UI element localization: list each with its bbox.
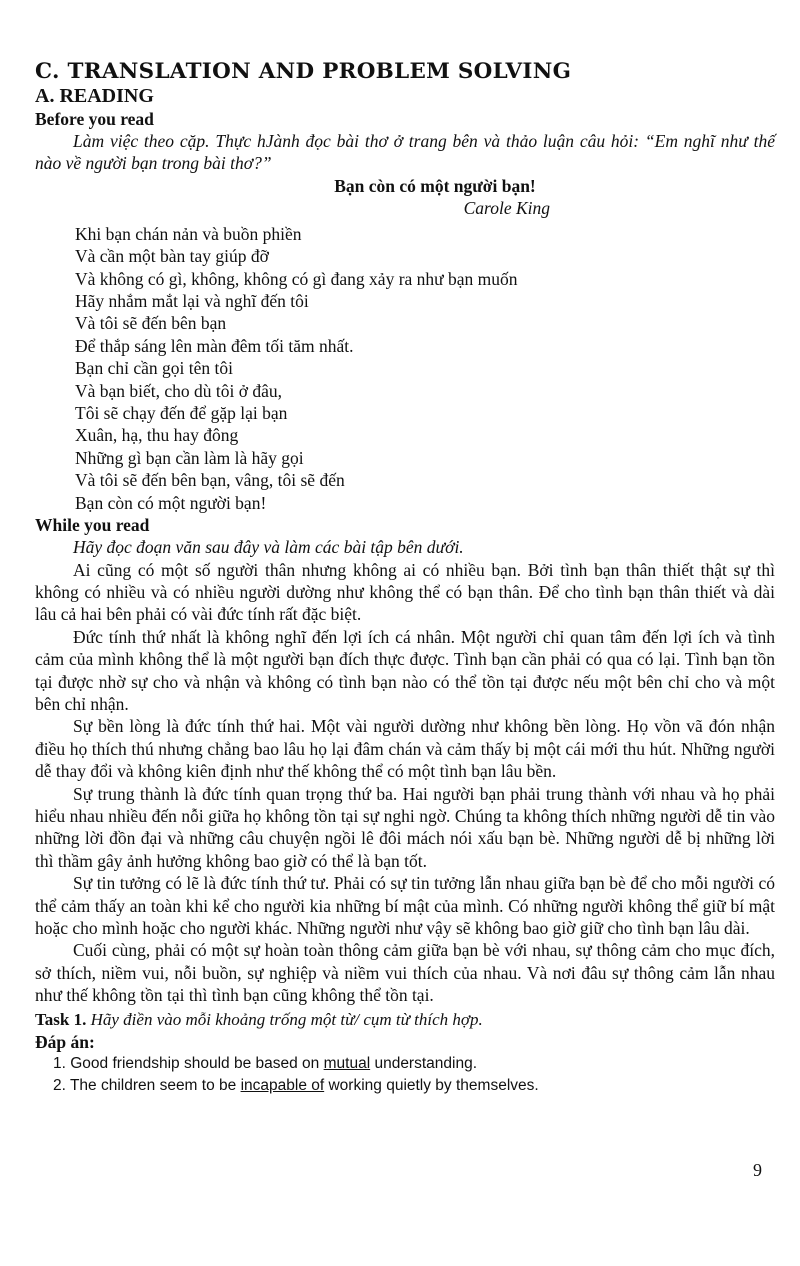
task-instruction: Hãy điền vào mỗi khoảng trống một từ/ cụm từ thích hợp. (90, 1009, 483, 1029)
poem-line: Tôi sẽ chạy đến để gặp lại bạn (75, 403, 288, 424)
poem-line: Và tôi sẽ đến bên bạn (75, 313, 227, 334)
answer-item (35, 1053, 775, 1075)
paragraph: Ai cũng có một số người thân nhưng không ai có nhiều bạn. Bởi tình bạn thân thiết thật sự thì không có nhiều và có nhiều người dường như không thể có bạn thân. Để cho tình bạn thân thiết và dài lâu cả hai bên phải có vài đức tính rất đặc biệt. (35, 559, 775, 625)
paragraph: Sự bền lòng là đức tính thứ hai. Một vài người dường như không bền lòng. Họ vồn vã đón nhận điều họ thích thú nhưng chẳng bao lâu họ lại đâm chán và cảm thấy bị một cái mới thu hút. Những người dễ thay đổi và không kiên định như thế không thể có một tình bạn lâu bền. (35, 716, 775, 782)
poem-line: Những gì bạn cần làm là hãy gọi (75, 447, 304, 468)
poem-line: Hãy nhắm mắt lại và nghĩ đến tôi (75, 291, 309, 312)
task-1 (35, 1009, 775, 1031)
before-instruction: Làm việc theo cặp. Thực hJành đọc bài thơ ở trang bên và thảo luận câu hỏi: “Em nghĩ như thế nào về người bạn trong bài thơ?” (35, 131, 775, 174)
poem (35, 223, 775, 514)
before-you-read-heading: Before you read (35, 109, 154, 129)
page-number: 9 (753, 1160, 762, 1180)
answer-item (35, 1075, 775, 1097)
while-instruction: Hãy đọc đoạn văn sau đây và làm các bài tập bên dưới. (73, 537, 464, 558)
answer-text: working quietly by themselves. (328, 1076, 539, 1094)
answer-text: Good friendship should be based on (70, 1054, 320, 1072)
poem-line: Xuân, hạ, thu hay đông (75, 425, 239, 446)
poem-line: Khi bạn chán nản và buồn phiền (75, 223, 302, 244)
paragraph: Đức tính thứ nhất là không nghĩ đến lợi ích cá nhân. Một người chỉ quan tâm đến lợi ích và tình cảm của mình không thể là một người bạn đích thực được. Tình bạn cần phải có qua có lại. Tình bạn tồn tại được nhờ sự cho và nhận và không có tình bạn nào có thể tồn tại được nếu một bên chỉ cho và một bên chỉ nhận. (35, 626, 775, 714)
paragraph: Cuối cùng, phải có một sự hoàn toàn thông cảm giữa bạn bè với nhau, sự thông cảm cho mục đích, sở thích, niềm vui, nỗi buồn, sự nghiệp và niềm vui thích của nhau. Và nơi đâu sự thông cảm lẫn nhau như thế không tồn tại thì tình bạn cũng không thể tồn tại. (35, 940, 775, 1006)
answer-number: 2. (53, 1076, 66, 1094)
answer-text: The children seem to be (69, 1076, 237, 1094)
poem-line: Bạn chỉ cần gọi tên tôi (75, 358, 233, 379)
poem-line: Và cần một bàn tay giúp đỡ (75, 246, 269, 267)
answer-fill: incapable of (240, 1076, 325, 1094)
poem-author: Carole King (463, 197, 550, 218)
paragraph: Sự tin tưởng có lẽ là đức tính thứ tư. Phải có sự tin tưởng lẫn nhau giữa bạn bè để cho mỗi người có thể cảm thấy an toàn khi kể cho người kia những bí mật của mình. Có những người không thể giữ bí mật hoặc cho mình hoặc cho người khác. Những người như vậy sẽ không bao giờ giữ cho tình bạn lâu dài. (35, 873, 775, 938)
poem-line: Và tôi sẽ đến bên bạn, vâng, tôi sẽ đến (75, 470, 345, 491)
poem-line: Để thắp sáng lên màn đêm tối tăm nhất. (75, 335, 354, 356)
poem-line: Và không có gì, không, không có gì đang xảy ra như bạn muốn (75, 268, 518, 289)
chapter-heading: C. TRANSLATION AND PROBLEM SOLVING (35, 58, 572, 83)
answer-number: 1. (53, 1054, 66, 1072)
task-label: Task 1. (35, 1009, 87, 1029)
paragraph: Sự trung thành là đức tính quan trọng thứ ba. Hai người bạn phải trung thành với nhau và họ phải hiểu nhau nhiều đến nỗi giữa họ không tồn tại sự nghi ngờ. Chúng ta không thích những người dễ tin vào những lời đồn đại và những câu chuyện ngồi lê đôi mách nói xấu bạn bè. Những người dễ bị những lời thì thầm gây ảnh hưởng không bao giờ có thể là bạn tốt. (35, 783, 775, 871)
answer-label: Đáp án: (35, 1031, 95, 1052)
answer-fill: mutual (323, 1054, 371, 1072)
while-you-read-heading: While you read (35, 515, 150, 536)
document-page (35, 58, 775, 1097)
section-heading: A. READING (35, 85, 154, 107)
answer-text: understanding. (374, 1054, 478, 1072)
poem-title: Bạn còn có một người bạn! (334, 175, 536, 196)
poem-line: Bạn còn có một người bạn! (75, 492, 267, 513)
poem-line: Và bạn biết, cho dù tôi ở đâu, (75, 380, 283, 401)
